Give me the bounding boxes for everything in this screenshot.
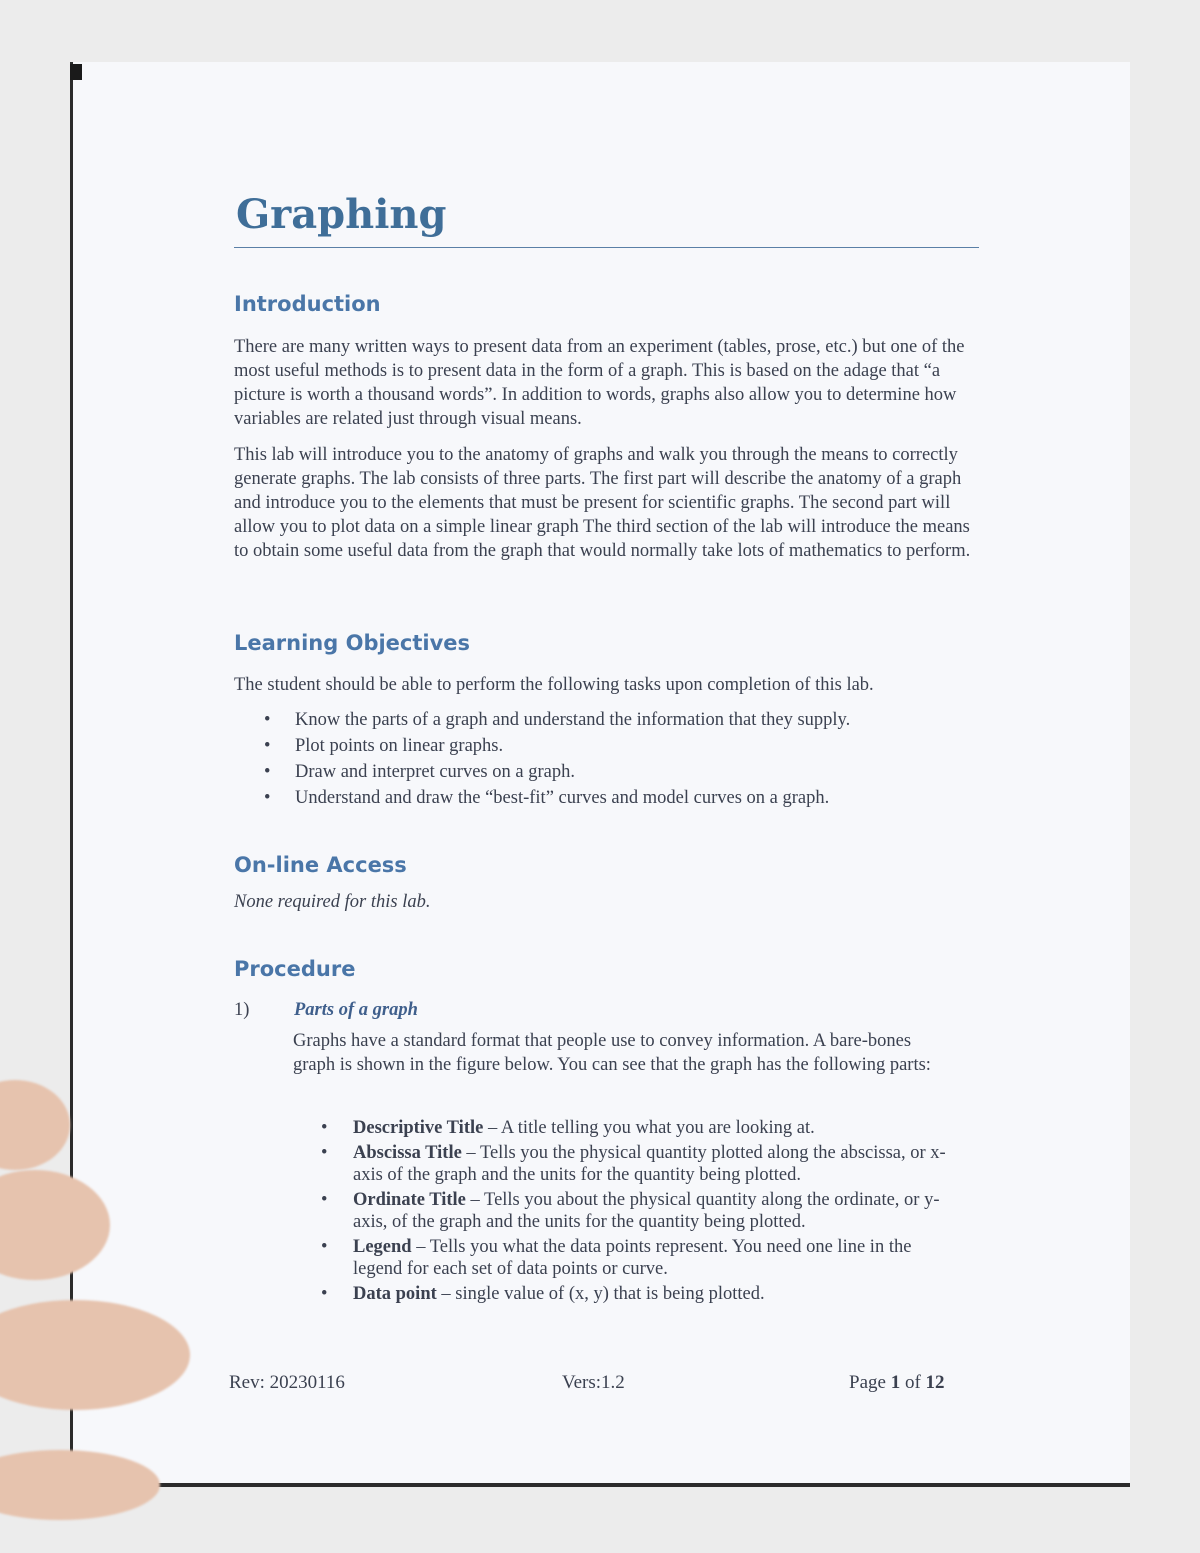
procedure-heading: Procedure bbox=[234, 957, 356, 981]
part-desc: – Tells you about the physical quantity along the ordinate, or y- axis, of the graph and the units for the quantity being plotted. bbox=[353, 1190, 940, 1232]
page-total: 12 bbox=[925, 1372, 945, 1393]
part-desc: – Tells you what the data points represent. You need one line in the legend for each set of data points or curve. bbox=[353, 1237, 912, 1279]
graph-parts-list bbox=[293, 1117, 953, 1308]
intro-paragraph-2: This lab will introduce you to the anatomy of graphs and walk you through the means to correctly generate graphs. The lab consists of three parts. The first part will describe the anatomy of a graph and introduce you to the elements that must be present for scientific graphs. The second part will allow you to plot data on a simple linear graph The third section of the lab will introduce the means to obtain some useful data from the graph that would normally take lots of mathematics to perform. bbox=[234, 445, 971, 561]
footer-page-number bbox=[849, 1372, 945, 1394]
list-item: • Draw and interpret curves on a graph. bbox=[234, 759, 974, 785]
step-text: Graphs have a standard format that people use to convey information. A bare-bones graph is shown in the figure below. You can see that the graph has the following parts: bbox=[293, 1031, 931, 1075]
step-number: 1) bbox=[234, 1000, 250, 1020]
part-term: Data point bbox=[353, 1284, 437, 1304]
page-title: Graphing bbox=[236, 191, 447, 238]
part-term: Legend bbox=[353, 1237, 412, 1257]
part-term: Abscissa Title bbox=[353, 1143, 462, 1163]
list-item bbox=[293, 1117, 953, 1139]
finger-shadow bbox=[0, 1080, 70, 1170]
list-item: • Know the parts of a graph and understand the information that they supply. bbox=[234, 707, 974, 733]
page-of: of bbox=[900, 1372, 926, 1393]
objectives-lead: The student should be able to perform the following tasks upon completion of this lab. bbox=[234, 675, 874, 695]
list-item bbox=[293, 1189, 953, 1233]
part-term: Ordinate Title bbox=[353, 1190, 466, 1210]
part-desc: – Tells you the physical quantity plotted along the abscissa, or x-axis of the graph and the units for the quantity being plotted. bbox=[353, 1143, 946, 1185]
list-item: • Understand and draw the “best-fit” curves and model curves on a graph. bbox=[234, 785, 974, 811]
online-access-heading: On-line Access bbox=[234, 853, 407, 877]
part-term: Descriptive Title bbox=[353, 1118, 484, 1138]
page-current: 1 bbox=[890, 1372, 901, 1393]
step-title: Parts of a graph bbox=[294, 1000, 418, 1020]
scan-corner-mark bbox=[70, 64, 82, 80]
objectives-heading: Learning Objectives bbox=[234, 631, 471, 655]
list-item bbox=[293, 1236, 953, 1280]
title-divider bbox=[234, 247, 979, 248]
list-item bbox=[293, 1283, 953, 1305]
part-desc: – single value of (x, y) that is being plotted. bbox=[436, 1284, 765, 1304]
objectives-list bbox=[234, 707, 974, 811]
list-item bbox=[293, 1142, 953, 1186]
footer-version: Vers:1.2 bbox=[562, 1372, 625, 1393]
intro-paragraph-1: There are many written ways to present data from an experiment (tables, prose, etc.) but one of the most useful methods is to present data in the form of a graph. This is based on the adage that “a picture is worth a thousand words”. In addition to words, graphs also allow you to determine how variables are related just through visual means. bbox=[234, 337, 965, 429]
list-item: • Plot points on linear graphs. bbox=[234, 733, 974, 759]
footer-revision: Rev: 20230116 bbox=[229, 1372, 345, 1393]
online-access-text: None required for this lab. bbox=[234, 892, 431, 912]
introduction-heading: Introduction bbox=[234, 292, 381, 316]
part-desc: – A title telling you what you are looking at. bbox=[483, 1118, 815, 1138]
page-prefix: Page bbox=[849, 1372, 891, 1393]
